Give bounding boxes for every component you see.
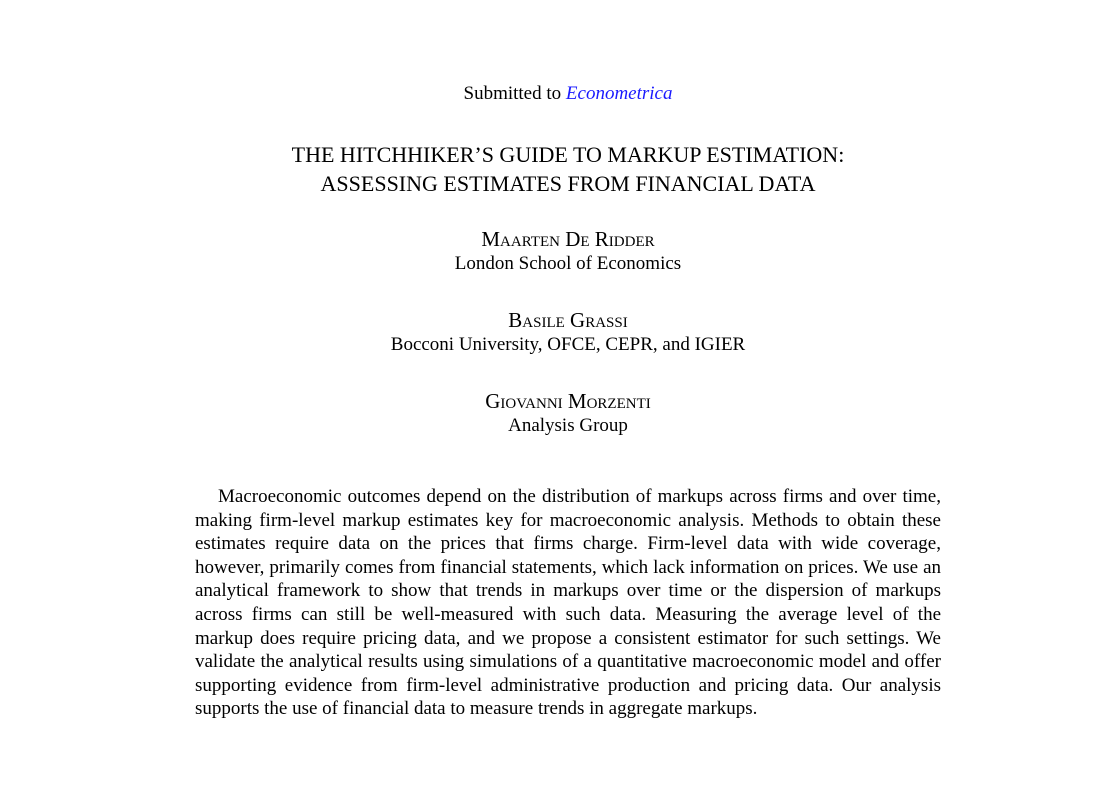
author-affiliation: Analysis Group: [508, 415, 628, 436]
journal-link[interactable]: Econometrica: [565, 83, 673, 104]
author-affiliation: Bocconi University, OFCE, CEPR, and IGIER: [390, 334, 746, 355]
title-line-1: THE HITCHHIKER’S GUIDE TO MARKUP ESTIMATION:: [291, 142, 845, 167]
title-line-2: ASSESSING ESTIMATES FROM FINANCIAL DATA: [320, 171, 816, 196]
author-name: Maarten De Ridder: [481, 227, 655, 251]
submitted-prefix: Submitted to: [463, 83, 566, 104]
author-name: Giovanni Morzenti: [485, 389, 651, 413]
paper-title: [0, 140, 1094, 198]
author-name: Basile Grassi: [508, 308, 628, 332]
author-affiliation: London School of Economics: [454, 253, 682, 274]
submission-note: [0, 82, 1094, 106]
abstract-text: Macroeconomic outcomes depend on the distribution of markups across firms and over time, making firm-level markup estimates key for macroeconomic analysis. Methods to obtain these estimates require data on the prices that firms charge. Firm-level data with wide coverage, however, primarily comes from financial statements, which lack information on prices. We use an analytical framework to show that trends in markups over time or the dispersion of markups across firms can still be well-measured with such data. Measuring the average level of the markup does require pricing data, and we propose a consistent estimator for such settings. We validate the analytical results using simulations of a quantitative macroeconomic model and offer supporting evidence from firm-level administrative production and pricing data. Our analysis supports the use of financial data to measure trends in aggregate markups.: [195, 486, 941, 720]
